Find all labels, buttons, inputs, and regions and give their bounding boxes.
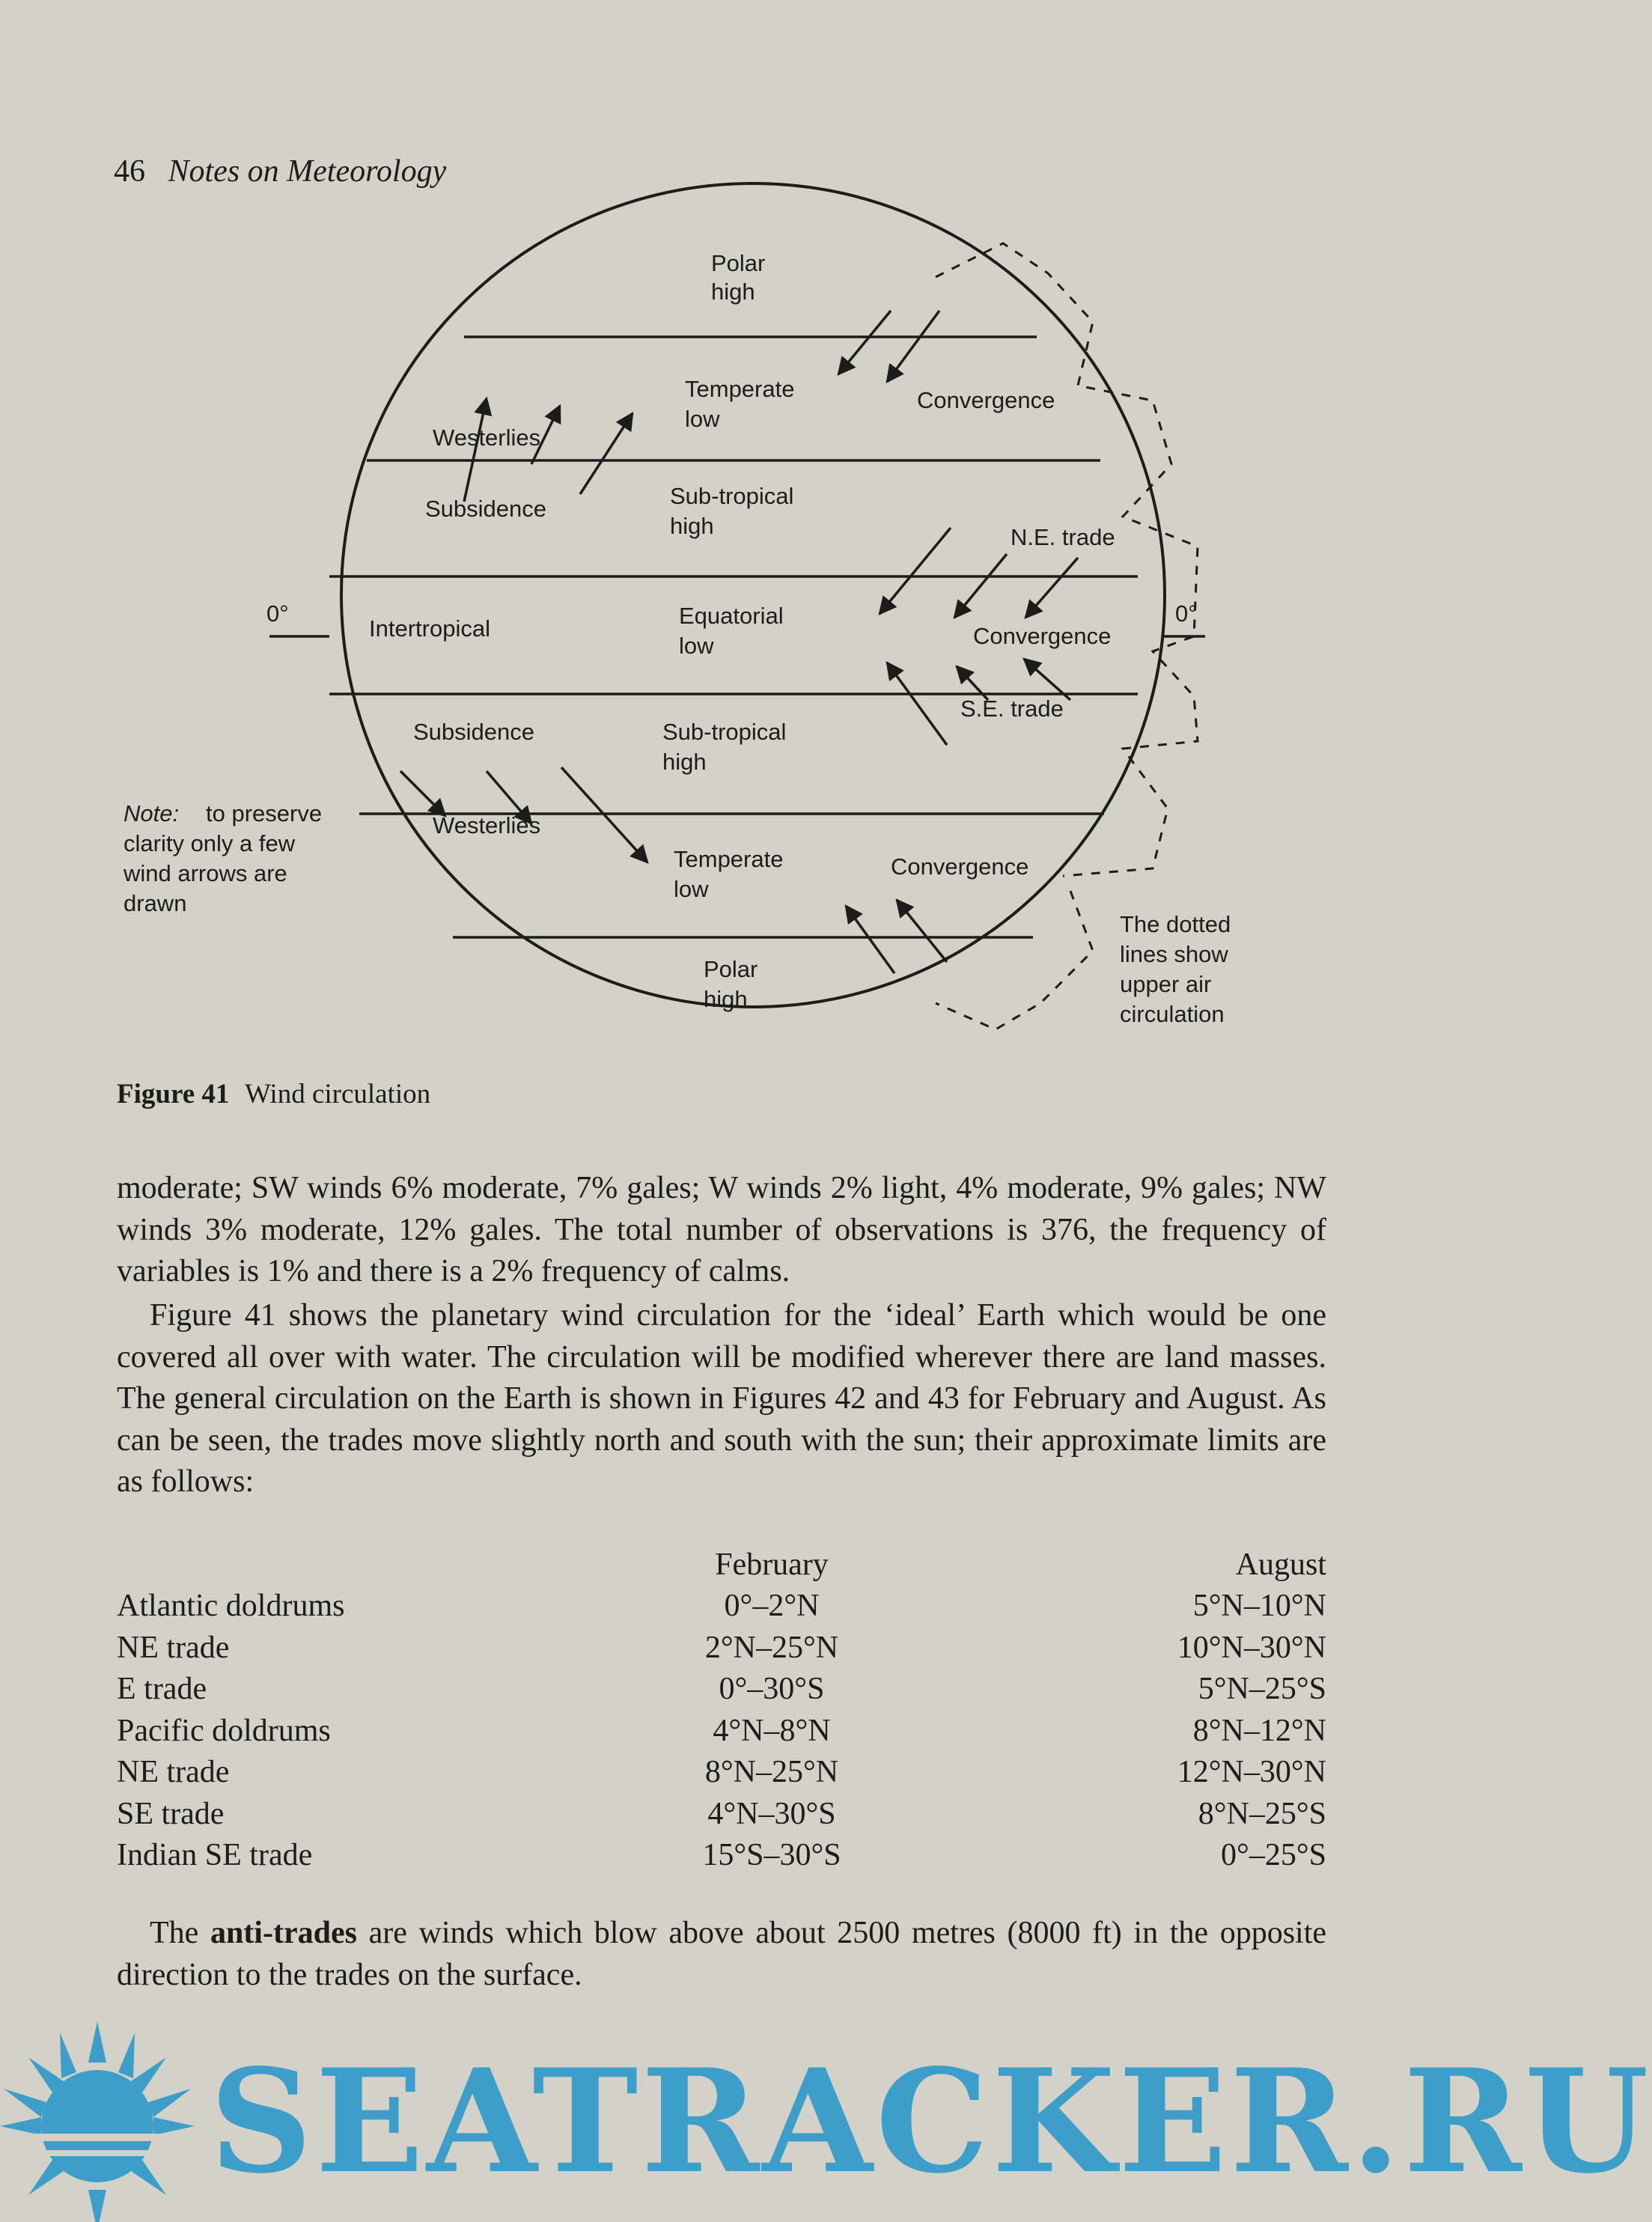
table-row (117, 1669, 1326, 1711)
figure-caption (117, 1078, 430, 1110)
intertropical-label: Intertropical (369, 615, 490, 642)
table-row (117, 1586, 1326, 1628)
convergence-mid-label: Convergence (973, 623, 1112, 649)
temperate-low-top-label-2: low (685, 406, 720, 432)
temperate-low-top-label: Temperate (685, 376, 795, 402)
table-header-cell: February (715, 1547, 829, 1582)
table-row (117, 1710, 1326, 1752)
polar-high-top-label-2: high (711, 278, 755, 305)
note-line-2: clarity only a few (124, 830, 296, 856)
subtropical-high-bottom-label: Sub-tropical (662, 719, 787, 745)
equatorial-low-label: Equatorial (679, 603, 784, 629)
table-cell: 8°N–12°N (1192, 1713, 1326, 1748)
table-cell: 0°–2°N (724, 1589, 820, 1624)
table-cell: 5°N–25°S (1198, 1672, 1326, 1707)
table-cell: Pacific doldrums (117, 1713, 331, 1748)
table-cell: NE trade (117, 1755, 230, 1790)
equatorial-low-label-2: low (679, 633, 714, 659)
watermark-text: SEATRACKER.RU (210, 2038, 1652, 2205)
paragraph-2: Figure 41 shows the planetary wind circulation for the ‘ideal’ Earth which would be one covered all over with water. The circulation will be modified wherever there are land masses. The general circulation on the Earth is shown in Figures 42 and 43 for February and August. As can be seen, the trades move slightly north and south with the sun; their approximate limits are as follows: (117, 1298, 1326, 1499)
table-row (117, 1835, 1326, 1877)
temperate-low-bottom-label-2: low (674, 876, 709, 902)
se-trade-label: S.E. trade (960, 695, 1064, 722)
polar-high-bottom-label: Polar (704, 956, 758, 982)
polar-high-top-label: Polar (711, 250, 766, 276)
paragraph-3 (117, 1913, 1326, 1996)
book-title: Notes on Meteorology (168, 154, 447, 189)
table-cell: 10°N–30°N (1177, 1630, 1326, 1665)
polar-high-bottom-label-2: high (704, 986, 748, 1012)
table-cell: SE trade (117, 1796, 225, 1831)
table-cell: 0°–25°S (1221, 1838, 1326, 1873)
wind-circulation-figure (0, 217, 1338, 1071)
trade-limits-table (117, 1544, 1326, 1876)
note-line-4: drawn (124, 890, 187, 916)
table-header-row (117, 1544, 1326, 1586)
dotted-note-line-1: The dotted (1120, 911, 1231, 937)
ne-trade-label: N.E. trade (1011, 524, 1115, 550)
figure-caption-label: Figure 41 (117, 1079, 230, 1110)
subsidence-bottom-label: Subsidence (413, 719, 535, 745)
table-cell: 2°N–25°N (704, 1630, 839, 1665)
table-header-cell (117, 1544, 641, 1586)
dotted-note-line-2: lines show (1120, 941, 1228, 967)
table-cell: 5°N–10°N (1192, 1589, 1326, 1624)
table-cell: 4°N–8°N (713, 1713, 831, 1748)
table-row (117, 1627, 1326, 1669)
table-cell: 8°N–25°N (704, 1755, 839, 1790)
figure-caption-text: Wind circulation (244, 1079, 431, 1110)
table-cell: NE trade (117, 1630, 230, 1665)
convergence-top-label: Convergence (917, 387, 1055, 413)
table-cell: 0°–30°S (719, 1672, 825, 1707)
table-cell: 15°S–30°S (702, 1838, 841, 1873)
page-number: 46 (114, 154, 145, 189)
paragraph-3-post: are winds which blow above about 2500 metres (8000 ft) in the opposite direction to the trades on the surface. (117, 1916, 1327, 1992)
table-cell: Indian SE trade (117, 1838, 313, 1873)
globe-outline (341, 183, 1165, 1007)
table-row (117, 1752, 1326, 1794)
paragraph-3-term: anti-trades (210, 1916, 357, 1950)
table-cell: 4°N–30°S (707, 1796, 836, 1831)
westerlies-bottom-label: Westerlies (433, 812, 541, 838)
westerlies-top-label: Westerlies (433, 424, 541, 451)
paragraph-3-pre: The (150, 1916, 210, 1950)
table-row (117, 1793, 1326, 1835)
dotted-note-line-3: upper air (1120, 971, 1212, 997)
subtropical-high-bottom-label-2: high (662, 749, 707, 775)
table-cell: 12°N–30°N (1177, 1755, 1326, 1790)
paragraph-1: moderate; SW winds 6% moderate, 7% gales; W winds 2% light, 4% moderate, 9% gales; NW winds 3% moderate, 12% gales. The total number of observations is 376, the frequency of variables is 1% and there is a 2% frequency of calms. (117, 1171, 1326, 1288)
temperate-low-bottom-label: Temperate (674, 846, 784, 872)
table-cell: 8°N–25°S (1198, 1796, 1326, 1831)
subsidence-top-label: Subsidence (425, 496, 547, 522)
note-label: Note: (124, 800, 180, 827)
subtropical-high-top-label-2: high (670, 513, 714, 539)
convergence-bottom-label: Convergence (891, 853, 1029, 880)
note-line-1: to preserve (206, 800, 323, 827)
table-cell: E trade (117, 1672, 207, 1707)
sun-icon (0, 2021, 195, 2222)
note-line-3: wind arrows are (124, 860, 287, 886)
zero-degree-right-label: 0° (1175, 600, 1198, 627)
subtropical-high-top-label: Sub-tropical (670, 483, 794, 509)
dotted-note-line-4: circulation (1120, 1001, 1225, 1027)
running-head (114, 153, 446, 189)
table-header-cell: August (1235, 1547, 1326, 1582)
zero-degree-left-label: 0° (266, 600, 289, 627)
table-cell: Atlantic doldrums (117, 1589, 345, 1624)
